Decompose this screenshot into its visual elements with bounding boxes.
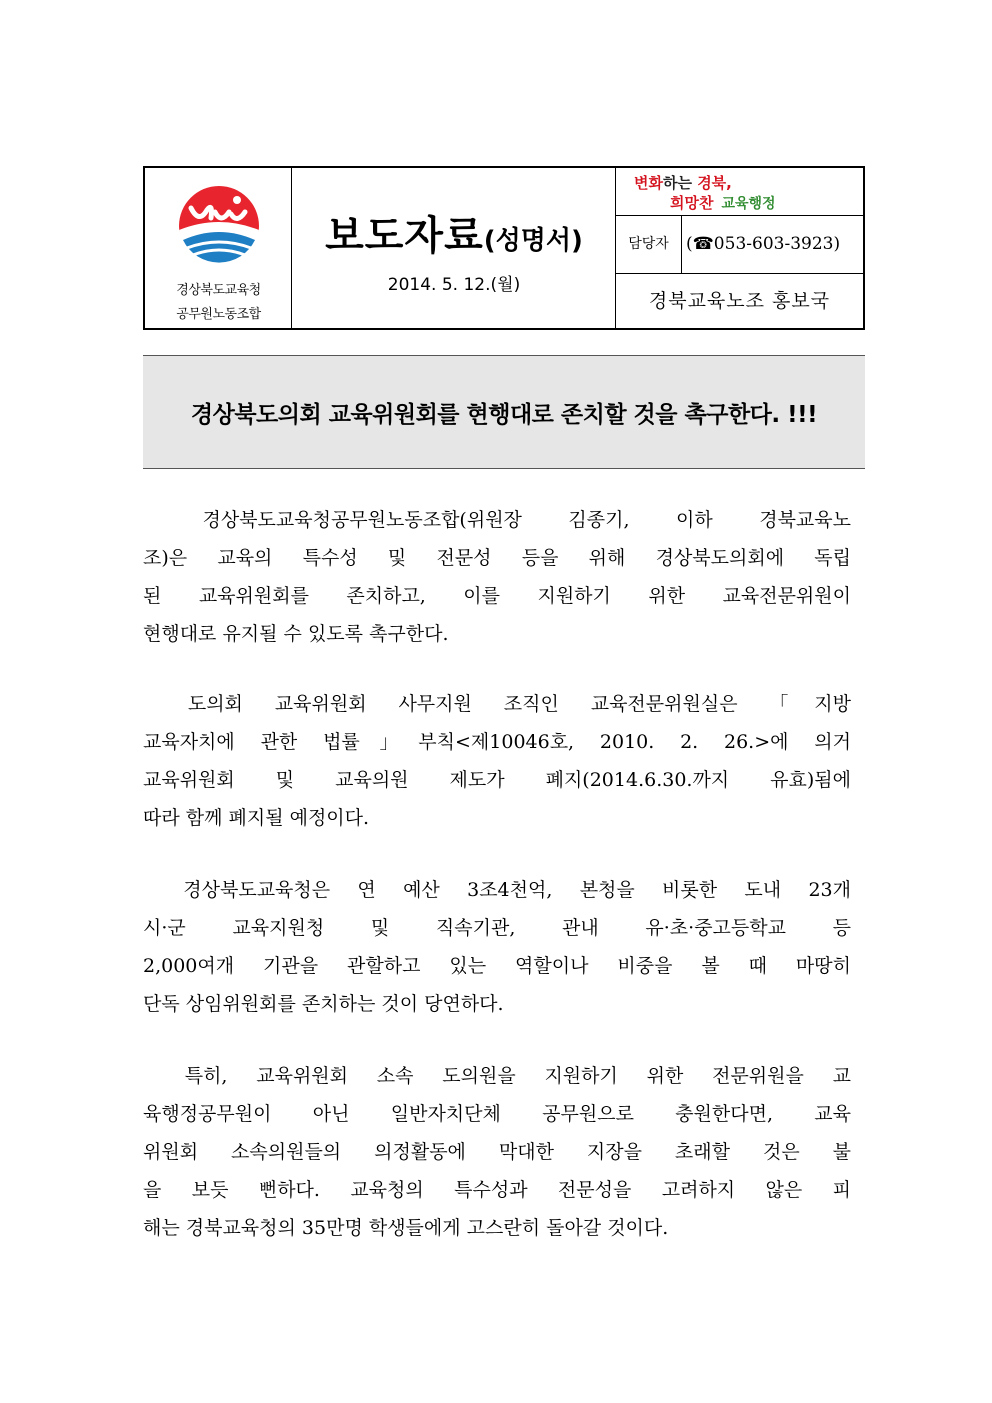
text-line: 시·군 교육지원청 및 직속기관, 관내 유·초·중고등학교 등 <box>143 917 851 939</box>
text-line: 을 보듯 뻔하다. 교육청의 특수성과 전문성을 고려하지 않은 피 <box>143 1179 851 1201</box>
text-line: 도의회 교육위원회 사무지원 조직인 교육전문위원실은 「지방 <box>143 693 851 715</box>
document-title <box>292 204 616 261</box>
department-name: 경북교육노조 홍보국 <box>648 290 831 312</box>
title-sub: (성명서) <box>483 226 583 256</box>
text-line: 해는 경북교육청의 35만명 학생들에게 고스란히 돌아갈 것이다. <box>143 1217 669 1239</box>
text-line: 2,000여개 기관을 관할하고 있는 역할이나 비중을 볼 때 마땅히 <box>143 955 851 977</box>
paragraph-1 <box>143 501 851 653</box>
paragraph-2 <box>143 685 851 837</box>
paragraph-4 <box>143 1057 851 1247</box>
slogan-word-change: 변화 <box>634 174 663 192</box>
slogan-line1 <box>634 172 732 193</box>
headline: 경상북도의회 교육위원회를 현행대로 존치할 것을 촉구한다. !!! <box>190 402 818 428</box>
contact-phone: (☎053-603-3923) <box>686 234 841 254</box>
text-line: 조)은 교육의 특수성 및 전문성 등을 위해 경상북도의회에 독립 <box>143 547 851 569</box>
slogan-word-admin: 교육행정 <box>721 196 776 212</box>
text-line: 경상북도교육청공무원노동조합(위원장 김종기, 이하 경북교육노 <box>143 509 851 531</box>
text-line: 위원회 소속의원들의 의정활동에 막대한 지장을 초래할 것은 불 <box>143 1141 851 1163</box>
slogan-word-hope: 희망찬 <box>670 194 714 212</box>
title-main: 보도자료 <box>325 213 484 259</box>
contact-row <box>616 216 863 274</box>
org-name-line1: 경상북도교육청 <box>176 283 261 298</box>
text-line: 단독 상임위원회를 존치하는 것이 당연하다. <box>143 993 504 1015</box>
paragraph-3 <box>143 871 851 1023</box>
info-cell <box>616 168 863 328</box>
title-cell <box>292 168 616 328</box>
text-line: 된 교육위원회를 존치하고, 이를 지원하기 위한 교육전문위원이 <box>143 585 851 607</box>
union-logo-icon <box>177 184 261 268</box>
headline-band <box>143 355 865 469</box>
slogan-line2 <box>670 192 776 213</box>
text-line: 교육자치에 관한 법률」부칙<제10046호, 2010. 2. 26.>에 의거 <box>143 731 851 753</box>
text-line: 육행정공무원이 아닌 일반자치단체 공무원으로 충원한다면, 교육 <box>143 1103 851 1125</box>
text-line: 교육위원회 및 교육의원 제도가 폐지(2014.6.30.까지 유효)됨에 <box>143 769 851 791</box>
press-release-header <box>143 166 865 330</box>
text-line: 경상북도교육청은 연 예산 3조4천억, 본청을 비롯한 도내 23개 <box>143 879 851 901</box>
text-line: 따라 함께 폐지될 예정이다. <box>143 807 370 829</box>
org-name-line2: 공무원노동조합 <box>176 307 261 322</box>
contact-label: 담당자 <box>616 216 682 273</box>
slogan-word-gyeongbuk: 경북, <box>697 174 732 192</box>
text-line: 현행대로 유지될 수 있도록 촉구한다. <box>143 623 449 645</box>
slogan-logo <box>616 168 863 216</box>
union-logo-cell <box>145 168 292 328</box>
document-date: 2014. 5. 12.(월) <box>387 275 521 295</box>
text-line: 특히, 교육위원회 소속 도의원을 지원하기 위한 전문위원을 교 <box>143 1065 851 1087</box>
slogan-word-doing: 하는 <box>662 174 698 192</box>
